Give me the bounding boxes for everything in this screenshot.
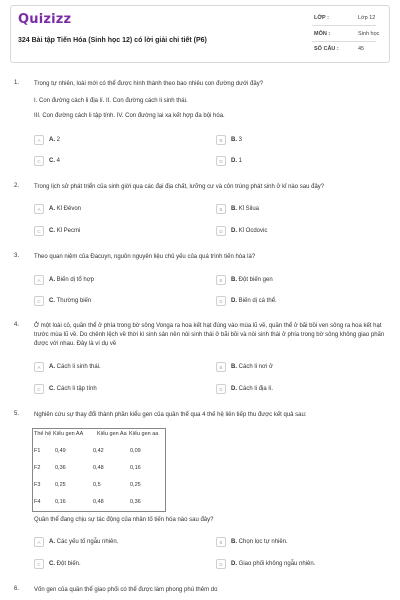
question-number: 5. [14, 411, 20, 417]
option-key: A. [49, 136, 55, 143]
option-key: A. [49, 276, 55, 283]
question-text: Theo quan niệm của Đacuyn, nguồn nguyên liệu chủ yếu của quá trình tiến hóa là? [34, 254, 256, 260]
option-letter-box: D [216, 156, 226, 166]
option-key: C. [49, 227, 55, 234]
table-cell: 0,49 [55, 448, 66, 454]
option-text: Đột biến gen [238, 276, 273, 283]
meta-subject-label: MÔN : [314, 31, 331, 37]
option-key: D. [231, 560, 237, 567]
meta-count-label: SỐ CÂU : [314, 46, 339, 52]
option-text: 3 [238, 136, 243, 143]
table-cell: 0,5 [93, 482, 101, 488]
option-text: Biến dị tổ hợp [56, 276, 94, 283]
option-text: Cách li địa lí. [238, 385, 274, 392]
table-cell: 0,36 [55, 465, 66, 471]
question-text: Nghiên cứu sự thay đổi thành phần kiểu gen của quần thể qua 4 thế hệ liên tiếp thu được kết quả sau: [34, 412, 307, 418]
option-key: B. [231, 538, 237, 545]
option-key: D. [231, 297, 237, 304]
question-text: Vốn gen của quần thể giao phối có thể được làm phong phú thêm do [34, 587, 218, 593]
table-cell: 0,42 [93, 448, 104, 454]
table-cell: 0,16 [130, 465, 141, 471]
question-number: 4. [14, 322, 20, 328]
quizizz-logo: Quizizz [18, 12, 72, 27]
table-cell: 0,48 [93, 499, 104, 505]
option-text: 2 [56, 136, 61, 143]
table-cell: F2 [34, 465, 41, 471]
table-header: Thế hệ [34, 431, 52, 437]
statement-line: I. Con đường cách li địa lí. II. Con đường cách li sinh thái. [34, 98, 188, 104]
option-key: B. [231, 276, 237, 283]
option-text: 1 [238, 157, 243, 164]
option-letter-box: B [216, 275, 226, 285]
table-cell: F1 [34, 448, 41, 454]
table-cell: 0,16 [55, 499, 66, 505]
table-cell: 0,25 [55, 482, 66, 488]
option-text: Cách li sinh thái. [56, 363, 101, 370]
option-key: B. [231, 136, 237, 143]
option-key: D. [231, 157, 237, 164]
meta-subject-value: Sinh học [358, 31, 380, 37]
option-key: B. [231, 363, 237, 370]
option-text: 4 [56, 157, 61, 164]
option-letter-box: D [216, 384, 226, 394]
table-header: Kiểu gen Aa [97, 431, 127, 437]
option-letter-box: C [34, 296, 44, 306]
option-letter-box: C [34, 559, 44, 569]
option-key: C. [49, 560, 55, 567]
question-text: Ở một loài cỏ, quần thể ở phía trong bờ sông Vonga ra hoa kết hạt đúng vào mùa lũ về, quần thể ở bãi bồi ven sông ra hoa kết hạt trước mùa lũ về. Do chênh lệch về thời kì sinh sản nên nòi sinh thái ở bãi bồi và nòi sinh thái ở phía trong bờ sông không giao phấn được với nhau. Đây là ví dụ về [34, 323, 385, 347]
question-text: Trong tự nhiên, loài mới có thể được hình thành theo bao nhiêu con đường dưới đây? [34, 81, 264, 87]
option-key: C. [49, 157, 55, 164]
option-letter-box: D [216, 559, 226, 569]
option-text: Các yếu tố ngẫu nhiên. [56, 538, 119, 545]
option-letter-box: A [34, 204, 44, 214]
option-text: Cách li tập tính [56, 385, 97, 392]
meta-class-value: Lớp 12 [358, 15, 376, 21]
option-key: D. [231, 227, 237, 234]
question-text: Quần thể đang chịu sự tác động của nhân tố tiến hóa nào sau đây? [34, 517, 214, 523]
question-number: 1. [14, 80, 20, 86]
option-letter-box: C [34, 156, 44, 166]
option-text: Kỉ Pecmi [56, 227, 81, 234]
option-letter-box: B [216, 362, 226, 372]
question-number: 2. [14, 183, 20, 189]
question-number: 3. [14, 253, 20, 259]
option-letter-box: D [216, 226, 226, 236]
table-cell: F3 [34, 482, 41, 488]
question-text: Trong lịch sử phát triển của sinh giới qua các đại địa chất, lưỡng cư và côn trùng phát sinh ở kỉ nào sau đây? [34, 184, 325, 190]
table-header: Kiểu gen aa [129, 431, 159, 437]
option-letter-box: B [216, 537, 226, 547]
meta-class-label: LỚP : [314, 15, 329, 21]
option-letter-box: B [216, 204, 226, 214]
option-text: Kỉ Silua [238, 205, 260, 212]
option-text: Chọn lọc tự nhiên. [238, 538, 288, 545]
table-header: Kiểu gen AA [53, 431, 84, 437]
table-cell: 0,25 [130, 482, 141, 488]
meta-class [314, 15, 375, 21]
option-letter-box: C [34, 384, 44, 394]
meta-subject [314, 31, 379, 37]
option-text: Cách li nơi ở [238, 363, 273, 370]
option-letter-box: B [216, 135, 226, 145]
option-letter-box: D [216, 296, 226, 306]
option-letter-box: C [34, 226, 44, 236]
option-text: Đột biến. [56, 560, 81, 567]
option-key: A. [49, 205, 55, 212]
option-letter-box: A [34, 275, 44, 285]
option-key: A. [49, 363, 55, 370]
option-key: B. [231, 205, 237, 212]
option-text: Giao phối không ngẫu nhiên. [238, 560, 316, 567]
option-text: Kỉ Ocdovic [238, 227, 268, 234]
option-key: D. [231, 385, 237, 392]
genotype-table [32, 428, 166, 512]
option-text: Kỉ Đêvon [56, 205, 82, 212]
meta-count [314, 46, 364, 52]
option-text: Thường biến [56, 297, 92, 304]
table-cell: F4 [34, 499, 41, 505]
meta-count-value: 45 [358, 46, 365, 52]
option-letter-box: A [34, 362, 44, 372]
option-key: A. [49, 538, 55, 545]
table-cell: 0,48 [93, 465, 104, 471]
table-cell: 0,36 [130, 499, 141, 505]
option-key: C. [49, 297, 55, 304]
statement-line: III. Con đường cách li tập tính. IV. Con đường lai xa kết hợp đa bội hóa. [34, 113, 225, 119]
option-letter-box: A [34, 537, 44, 547]
meta-divider [312, 41, 376, 42]
option-letter-box: A [34, 135, 44, 145]
option-key: C. [49, 385, 55, 392]
question-number: 6. [14, 586, 20, 592]
document-title: 324 Bài tập Tiến Hóa (Sinh học 12) có lời giải chi tiết (P6) [18, 37, 207, 44]
option-text: Biến dị cá thể. [238, 297, 277, 304]
meta-divider [312, 25, 376, 26]
table-cell: 0,09 [130, 448, 141, 454]
